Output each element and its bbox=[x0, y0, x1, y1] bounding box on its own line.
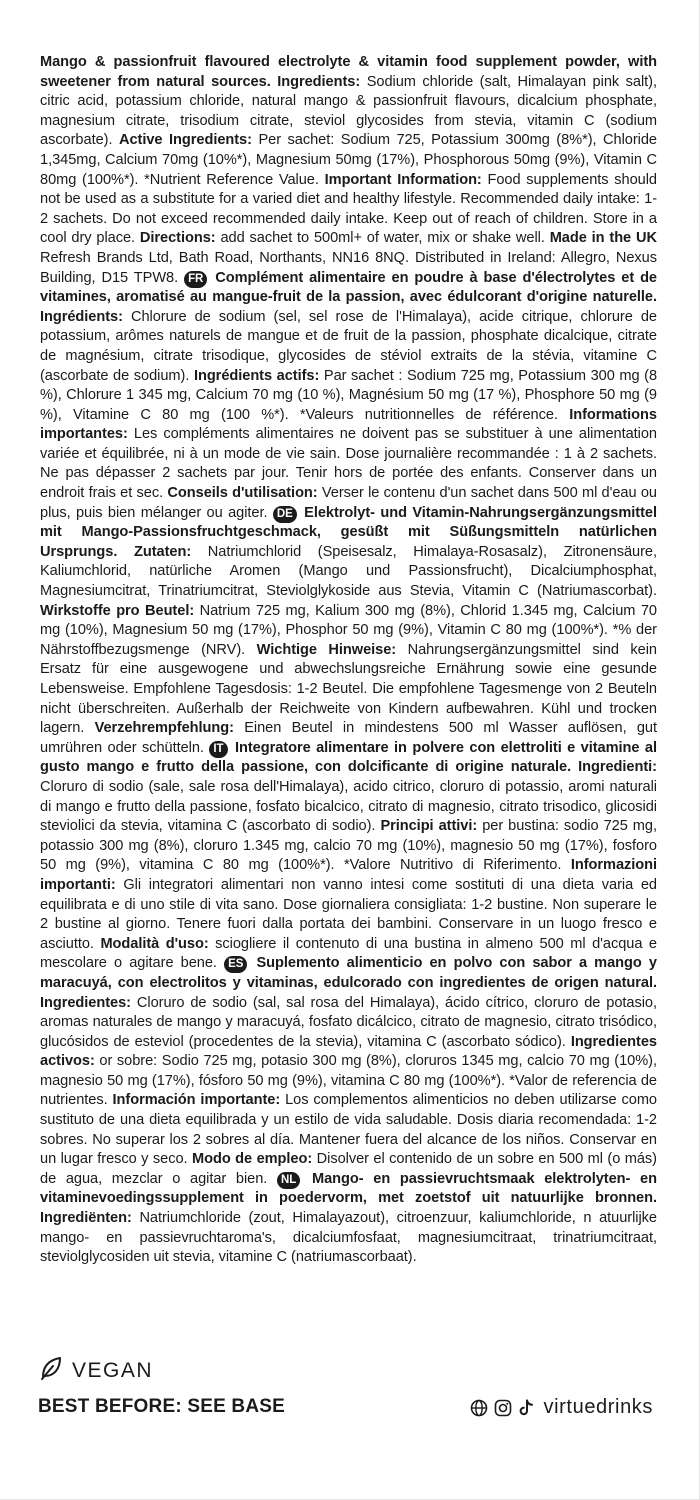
es-product-description: Suplemento alimenticio en polvo con sabor a mango y maracuyá, con electrolitos y vitaminas, edulcorado con ingredientes de origen natural. bbox=[40, 955, 657, 991]
nl-product-description: Mango- en passievruchtsmaak elektrolyten- en vitaminevoedingssupplement in poedervorm, met zoetstof uit natuurlijke bronnen. bbox=[40, 1170, 657, 1207]
fr-product-description: Complément alimentaire en poudre à base d'électrolytes et de vitamines, aromatisé au mangue-fruit de la passion, avec édulcorant d'origine naturelle. bbox=[40, 269, 657, 306]
en-made-label: Made in the UK bbox=[549, 230, 657, 247]
social-handle bbox=[470, 1396, 653, 1419]
de-info: Nahrungsergänzungsmittel sind kein Ersatz für eine ausgewogene und abwechslungsreiche Ernährung sowie eine gesunde Lebensweise. Empfohlene Tagesdosis: 1-2 Beutel. Die empfohlene Tagesmenge von 2 Beuteln nicht überschreiten. Außerhalb der Reichweite von Kindern aufbewahren. Kühl und trocken lagern. bbox=[40, 641, 657, 737]
en-active-label: Active Ingredients: bbox=[119, 132, 252, 149]
de-active-label: Wirkstoffe pro Beutel: bbox=[40, 602, 195, 619]
it-active-label: Principi attivi: bbox=[380, 818, 478, 835]
es-directions: Disolver el contenido de un sobre en 500 ml (o más) de agua, mezclar o agitar bien. bbox=[40, 1151, 657, 1187]
it-language-badge: IT bbox=[209, 741, 227, 758]
globe-icon bbox=[470, 1399, 488, 1417]
es-active-label: Ingredientes activos: bbox=[40, 1033, 657, 1070]
fr-active: Par sachet : Sodium 725 mg, Potassium 300 mg (8 %), Chlorure 1 345 mg, Calcium 70 mg (10 %), Magnésium 50 mg (17 %), Phosphore 50 mg (9 %), Vitamine C 80 mg (100 %*). *Valeurs nutritionnelles de référence. bbox=[40, 367, 658, 423]
leaf-icon bbox=[40, 1356, 62, 1385]
fr-directions: Verser le contenu d'un sachet dans 500 ml d'eau ou plus, puis bien mélanger ou agiter. bbox=[40, 485, 657, 521]
it-product-description: Integratore alimentare in polvere con elettroliti e vitamine al gusto mango e frutto della passione, con dolcificante di origine naturale. bbox=[40, 739, 657, 776]
de-product-description: Elektrolyt- und Vitamin-Nahrungsergänzungsmittel mit Mango-Passionsfruchtgeschmack, gesüßt mit Süßungsmitteln natürlichen Ursprungs. bbox=[40, 504, 657, 560]
en-ingredients-label: Ingredients: bbox=[277, 73, 361, 90]
en-info: Food supplements should not be used as a substitute for a varied diet and healthy lifestyle. Recommended daily intake: 1-2 sachets. Do not exceed recommended daily intake. Keep out of reach of children. Store in a cool dry place. bbox=[40, 171, 657, 247]
en-made: Refresh Brands Ltd, Bath Road, Northants, NN16 8NQ. Distributed in Ireland: Allegro, Nexus Building, D15 TPW8. bbox=[40, 249, 657, 286]
nl-ingredients: Natriumchloride (zout, Himalayazout), citroenzuur, kaliumchloride, n atuurlijke mango- en passievruchtaroma's, dicalciumfosfaat, magnesiumcitraat, trinatriumcitraat, steviolglycosiden uit stevia, vitamine C (natriumascorbaat). bbox=[40, 1210, 657, 1266]
de-directions-label: Verzehrempfehlung: bbox=[94, 720, 234, 737]
en-directions: add sachet to 500ml+ of water, mix or shake well. bbox=[220, 230, 545, 247]
it-ingredients: Cloruro di sodio (sale, sale rosa dell'Himalaya), acido citrico, cloruro di potassio, aromi naturali di mango e frutto della passione, fosfato bicalcico, citrato di magnesio, citrato trisodico, glicosidi steviolici da stevia, vitamina C (ascorbato di sodio). bbox=[40, 778, 657, 835]
de-ingredients-label: Zutaten: bbox=[133, 543, 192, 560]
fr-ingredients-label: Ingrédients: bbox=[40, 308, 123, 325]
fr-ingredients: Chlorure de sodium (sel, sel rose de l'Himalaya), acide citrique, chlorure de potassium, arômes naturels de mangue et de fruit de la passion, phosphate dicalcique, citrate de magnésium, citrate trisodique, glycosides de stéviol extraits de la stévia, vitamine C (ascorbate de sodium). bbox=[40, 308, 657, 384]
vegan-label: VEGAN bbox=[72, 1358, 154, 1382]
de-info-label: Wichtige Hinweise: bbox=[256, 641, 397, 658]
vegan-mark bbox=[40, 1356, 153, 1385]
fr-language-badge: FR bbox=[184, 271, 207, 288]
instagram-icon bbox=[494, 1399, 512, 1417]
it-active: per bustina: sodio 725 mg, potassio 300 mg (8%), cloruro 1.345 mg, calcio 70 mg (10%), magnesio 50 mg (17%), fosforo 50 mg (9%), vitamina C 80 mg (100%*). *Valore Nutritivo di Riferimento. bbox=[40, 818, 657, 874]
brand-handle: virtuedrinks bbox=[543, 1396, 653, 1418]
fr-info-label: Informations importantes: bbox=[40, 406, 657, 443]
tiktok-icon bbox=[518, 1399, 534, 1417]
de-ingredients: Natriumchlorid (Speisesalz, Himalaya-Rosasalz), Zitronensäure, Kaliumchlorid, natürliche Aromen (Mango und Passionsfrucht), Dicalciumphosphat, Magnesiumcitrat, Trinatriumcitrat, Steviolglykoside aus Stevia, Vitamin C (Natriumascorbat). bbox=[40, 543, 657, 600]
fr-active-label: Ingrédients actifs: bbox=[193, 367, 320, 384]
es-directions-label: Modo de empleo: bbox=[192, 1151, 313, 1168]
en-ingredients: Sodium chloride (salt, Himalayan pink salt), citric acid, potassium chloride, natural mango & passionfruit flavours, dicalcium phosphate, magnesium citrate, trisodium citrate, steviol glycosides from stevia, vitamin C (sodium ascorbate). bbox=[40, 73, 657, 149]
it-directions-label: Modalità d'uso: bbox=[100, 935, 209, 952]
es-info-label: Información importante: bbox=[112, 1092, 281, 1109]
it-info-label: Informazioni importanti: bbox=[40, 857, 657, 893]
en-product-description: Mango & passionfruit flavoured electrolyte & vitamin food supplement powder, with sweetener from natural sources. bbox=[40, 54, 657, 90]
es-active: or sobre: Sodio 725 mg, potasio 300 mg (8%), cloruros 1345 mg, calcio 70 mg (10%), magnesio 50 mg (17%), fósforo 50 mg (9%), vitamina C 80 mg (100%*). *Valor de referencia de nutrientes. bbox=[40, 1053, 657, 1109]
it-ingredients-label: Ingredienti: bbox=[578, 759, 657, 776]
es-info: Los complementos alimenticios no deben utilizarse como sustituto de una dieta equilibrada y un estilo de vida saludable. Dosis diaria recomendada: 1-2 sobres. No superar los 2 sobres al día. Mantener fuera del alcance de los niños. Conservar en un lugar fresco y seco. bbox=[40, 1092, 657, 1168]
fr-info: Les compléments alimentaires ne doivent pas se substituer à une alimentation variée et équilibrée, ni à un mode de vie sain. Dose journalière recommandée : 1 à 2 sachets. Ne pas dépasser 2 sachets par jour. Tenir hors de portée des enfants. Conserver dans un endroit frais et sec. bbox=[40, 426, 657, 502]
it-info: Gli integratori alimentari non vanno intesi come sostituti di una dieta varia ed equilibrata e di uno stile di vita sano. Dose giornaliera consigliata: 1-2 bustine. Non superare le 2 bustine al giorno. Tenere fuori dalla portata dei bambini. Conservare in un luogo fresco e asciutto. bbox=[40, 876, 657, 952]
en-info-label: Important Information: bbox=[324, 171, 482, 188]
es-ingredients: Cloruro de sodio (sal, sal rosa del Himalaya), ácido cítrico, cloruro de potasio, aromas naturales de mango y maracuyá, fosfato dicálcico, citrato de magnesio, citrato trisódico, glucósidos de esteviol (procedentes de la stevia), vitamina C (ascorbato sódico). bbox=[40, 994, 657, 1050]
de-directions: Einen Beutel in mindestens 500 ml Wasser auflösen, gut umrühren oder schütteln. bbox=[40, 720, 657, 756]
nl-ingredients-label: Ingrediënten: bbox=[40, 1210, 132, 1227]
nl-language-badge: NL bbox=[277, 1172, 300, 1189]
en-directions-label: Directions: bbox=[139, 230, 216, 247]
es-ingredients-label: Ingredientes: bbox=[40, 994, 131, 1011]
best-before-text: BEST BEFORE: SEE BASE bbox=[38, 1396, 286, 1417]
ingredients-text-block bbox=[40, 53, 657, 1268]
es-language-badge: ES bbox=[224, 956, 247, 973]
en-active: Per sachet: Sodium 725, Potassium 300mg (8%*), Chloride 1,345mg, Calcium 70mg (10%*), Magnesium 50mg (17%), Phosphorous 50mg (9%), Vitamin C 80mg (100%*). *Nutrient Reference Value. bbox=[40, 132, 657, 188]
fr-directions-label: Conseils d'utilisation: bbox=[167, 485, 318, 502]
de-language-badge: DE bbox=[273, 506, 297, 523]
it-directions: sciogliere il contenuto di una bustina in almeno 500 ml d'acqua e mescolare o agitare bene. bbox=[40, 935, 657, 972]
de-active: Natrium 725 mg, Kalium 300 mg (8%), Chlorid 1.345 mg, Calcium 70 mg (10%), Magnesium 50 mg (17%), Phosphor 50 mg (9%), Vitamin C 80 mg (100%*). *% der Nährstoffbezugsmenge (NRV). bbox=[40, 602, 657, 658]
